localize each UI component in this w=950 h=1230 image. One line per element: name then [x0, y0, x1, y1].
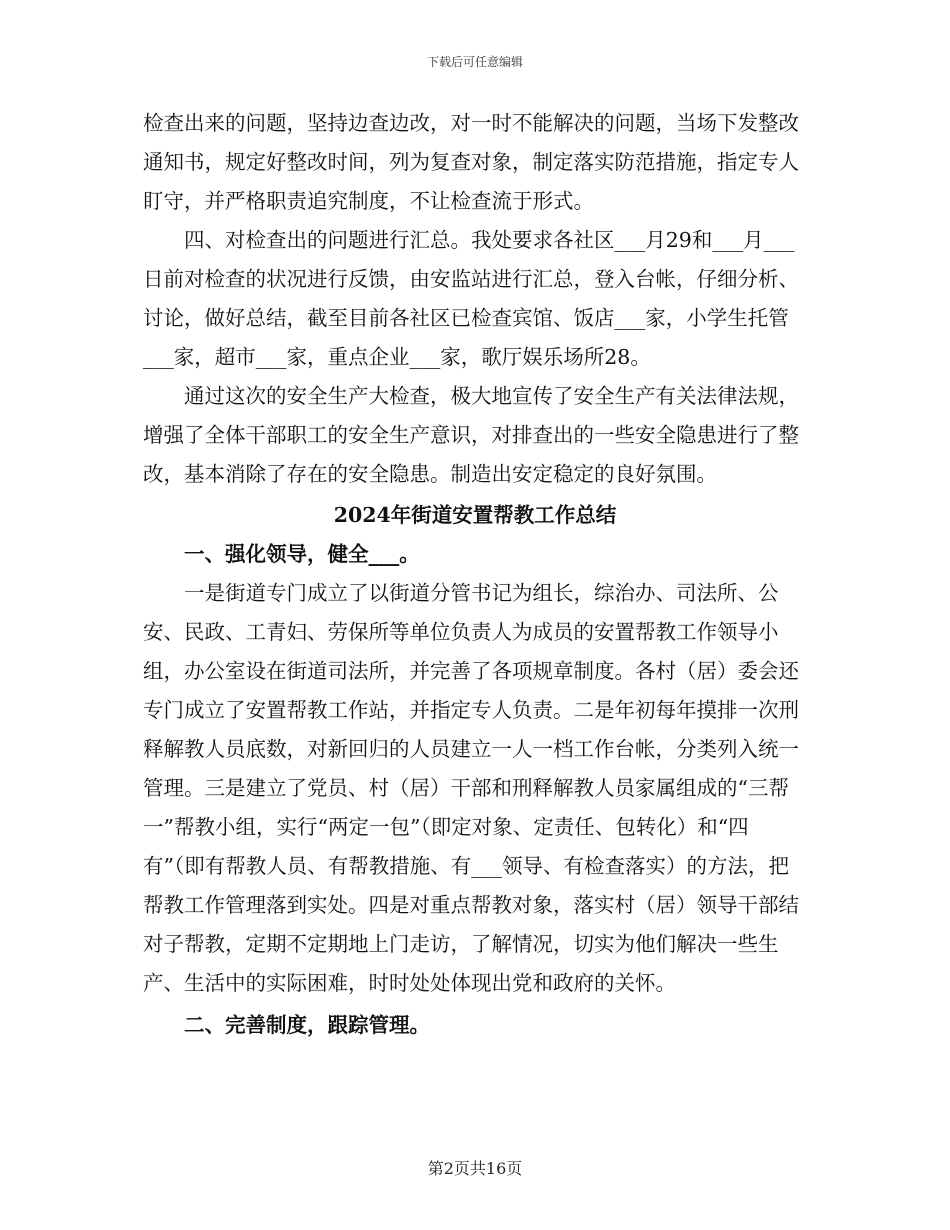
page-number: 第2页共16页 — [427, 1159, 523, 1178]
section-heading-1: 一、强化领导，健全___。 — [184, 542, 420, 566]
document-title: 2024年街道安置帮教工作总结 — [333, 503, 617, 527]
document-body — [143, 104, 807, 1045]
header-note: 下载后可任意编辑 — [426, 55, 523, 69]
paragraph-inspection-fixes: 检查出来的问题，坚持边查边改，对一时不能解决的问题，当场下发整改通知书，规定好整改时间，列为复查对象，制定落实防范措施，指定专人盯守，并严格职责追究制度，不让检查流于形式。 — [143, 111, 799, 213]
section-heading-2: 二、完善制度，跟踪管理。 — [184, 1013, 430, 1037]
paragraph-leadership: 一是街道专门成立了以街道分管书记为组长，综治办、司法所、公安、民政、工青妇、劳保所等单位负责人为成员的安置帮教工作领导小组，办公室设在街道司法所，并完善了各项规章制度。各村（居）委会还专门成立了安置帮教工作站，并指定专人负责。二是年初每年摸排一次刑释解教人员底数，对新回归的人员建立一人一档工作台帐，分类列入统一管理。三是建立了党员、村（居）干部和刑释解教人员家属组成的“三帮一”帮教小组，实行“两定一包”（即定对象、定责任、包转化）和“四有”（即有帮教人员、有帮教措施、有___领导、有检查落实）的方法，把帮教工作管理落到实处。四是对重点帮教对象，落实村（居）领导干部结对子帮教，定期不定期地上门走访，了解情况，切实为他们解决一些生产、生活中的实际困难，时时处处体现出党和政府的关怀。 — [143, 581, 799, 995]
paragraph-summary-of-issues: 四、对检查出的问题进行汇总。我处要求各社区___月29和___月___日前对检查的状况进行反馈，由安监站进行汇总，登入台帐，仔细分析、讨论，做好总结，截至目前各社区已检查宾馆、饭店___家，小学生托管___家，超市___家，重点企业___家，歌厅娱乐场所28。 — [143, 228, 799, 369]
paragraph-conclusion: 通过这次的安全生产大检查，极大地宣传了安全生产有关法律法规，增强了全体干部职工的安全生产意识，对排查出的一些安全隐患进行了整改，基本消除了存在的安全隐患。制造出安定稳定的良好氛围。 — [143, 384, 799, 486]
